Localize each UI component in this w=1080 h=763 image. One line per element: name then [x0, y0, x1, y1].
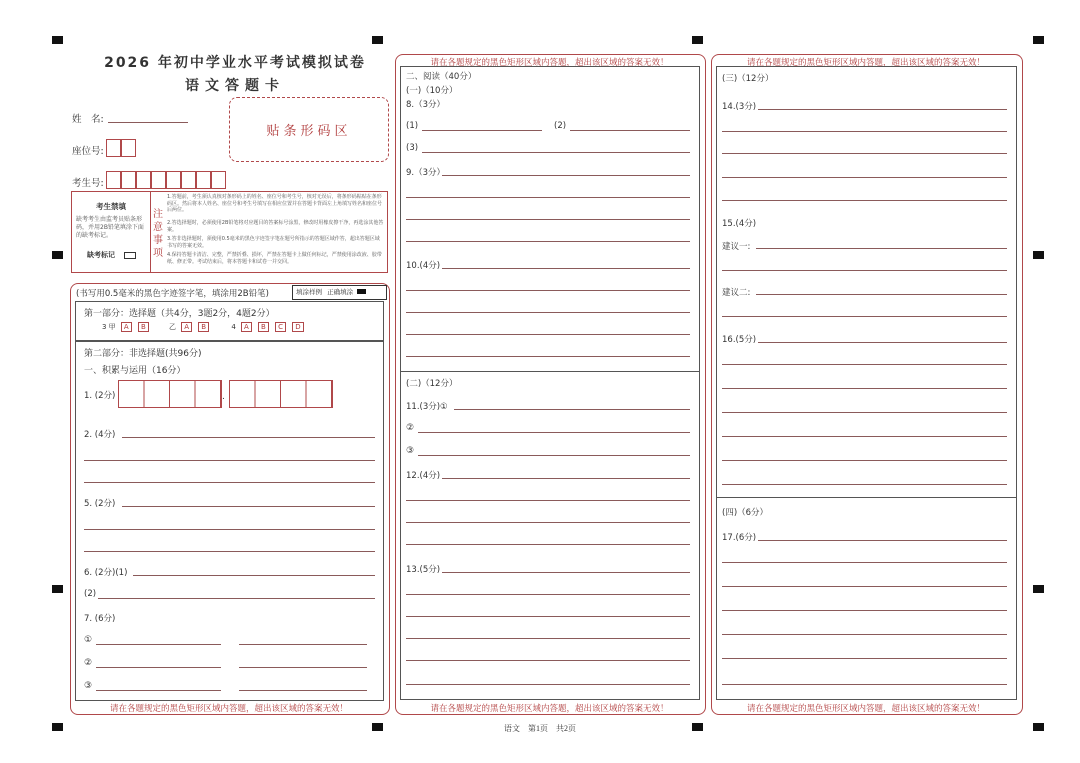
choice-bubble[interactable]: A — [121, 322, 132, 332]
sub2-title: (二)（12分） — [406, 379, 458, 389]
answer-line[interactable] — [722, 586, 1007, 587]
answer-line[interactable] — [84, 529, 375, 530]
choice-bubble[interactable]: A — [181, 322, 192, 332]
answer-line[interactable] — [758, 109, 1007, 110]
answer-line[interactable] — [442, 478, 690, 479]
choice-bubble[interactable]: B — [258, 322, 269, 332]
q8a-label: (1) — [406, 121, 419, 131]
answer-line[interactable] — [406, 219, 690, 220]
q6-label: 6. (2分)(1) — [84, 568, 128, 578]
top-warning: 请在各题规定的黑色矩形区域内答题，超出该区域的答案无效！ — [430, 58, 669, 68]
answer-line[interactable] — [406, 500, 690, 501]
answer-line[interactable] — [422, 152, 690, 153]
q3-b-label: 乙 — [169, 323, 176, 331]
q9-label: 9.（3分） — [406, 168, 446, 178]
answer-line[interactable] — [722, 153, 1007, 154]
answer-line[interactable] — [722, 177, 1007, 178]
q1-separator-dot: . — [222, 392, 225, 402]
exam-no-digit-box[interactable] — [106, 171, 121, 189]
answer-line[interactable] — [758, 540, 1007, 541]
answer-line[interactable] — [122, 506, 375, 507]
answer-line[interactable] — [133, 575, 375, 576]
answer-line[interactable] — [722, 364, 1007, 365]
answer-line[interactable] — [418, 455, 690, 456]
q11b-label: ② — [406, 423, 415, 433]
registration-mark — [372, 723, 383, 731]
instruction-text: (书写用0.5毫米的黑色字迹签字笔，填涂用2B铅笔) — [76, 289, 269, 299]
exam-no-digit-box[interactable] — [166, 171, 181, 189]
q2-label: 2. (4分) — [84, 430, 116, 440]
exam-no-digit-box[interactable] — [196, 171, 211, 189]
reading-box-2 — [400, 371, 700, 700]
answer-line[interactable] — [722, 658, 1007, 659]
choice-bubble[interactable]: C — [275, 322, 286, 332]
answer-line[interactable] — [722, 316, 1007, 317]
exam-no-digit-box[interactable] — [151, 171, 166, 189]
answer-line[interactable] — [406, 356, 690, 357]
answer-line[interactable] — [722, 200, 1007, 201]
registration-mark — [52, 723, 63, 731]
proctor-text: 缺考考生由监考员贴条形码，并用2B铅笔填涂下面的缺考标记。 — [76, 216, 144, 239]
answer-line[interactable] — [406, 241, 690, 242]
answer-line[interactable] — [418, 432, 690, 433]
q7-mark: ② — [84, 658, 93, 668]
bottom-warning: 请在各题规定的黑色矩形区域内答题，超出该区域的答案无效！ — [430, 704, 669, 714]
answer-line[interactable] — [406, 594, 690, 595]
answer-line[interactable] — [406, 290, 690, 291]
answer-line[interactable] — [442, 268, 690, 269]
notice-box — [150, 191, 388, 273]
q8c-label: (3) — [406, 143, 419, 153]
answer-line[interactable] — [722, 412, 1007, 413]
absent-mark-box[interactable] — [124, 252, 136, 259]
answer-line[interactable] — [84, 460, 375, 461]
exam-no-digit-box[interactable] — [121, 171, 136, 189]
sub4-title: (四)（6分） — [722, 508, 769, 518]
exam-no-digit-box[interactable] — [136, 171, 151, 189]
q12-label: 12.(4分) — [406, 471, 441, 481]
answer-line[interactable] — [722, 484, 1007, 485]
page-footer: 语文 第1页 共2页 — [504, 724, 576, 733]
section2-title: 二、阅读（40分） — [406, 72, 477, 82]
q5-label: 5. (2分) — [84, 499, 116, 509]
registration-mark — [692, 36, 703, 44]
sub3-title: (三)（12分） — [722, 74, 774, 84]
choice-row — [102, 322, 308, 332]
exam-no-digit-box[interactable] — [211, 171, 226, 189]
answer-line[interactable] — [722, 388, 1007, 389]
answer-line[interactable] — [122, 437, 375, 438]
answer-line[interactable] — [722, 131, 1007, 132]
registration-mark — [52, 585, 63, 593]
registration-mark — [372, 36, 383, 44]
answer-line[interactable] — [239, 690, 367, 691]
notice-item: 4.保持答题卡清洁、完整，严禁折叠、损坏，严禁在答题卡上做任何标记，严禁使用涂改液、胶带纸、修正带。考试结束后，将本答题卡和试卷一并交回。 — [167, 252, 382, 265]
answer-line[interactable] — [406, 660, 690, 661]
notice-title: 注意事项 — [153, 209, 163, 259]
registration-mark — [1033, 723, 1044, 731]
notice-item: 3.答非选择题时，须使用0.5毫米的黑色字迹签字笔在题号所指示的答题区域作答，超出答题区域书写的答案无效。 — [167, 236, 380, 249]
answer-line[interactable] — [722, 270, 1007, 271]
q7-label: 7. (6分) — [84, 614, 116, 624]
answer-line[interactable] — [96, 644, 221, 645]
answer-line[interactable] — [722, 634, 1007, 635]
answer-line[interactable] — [96, 690, 221, 691]
answer-line[interactable] — [406, 334, 690, 335]
top-warning: 请在各题规定的黑色矩形区域内答题，超出该区域的答案无效！ — [746, 58, 985, 68]
proctor-box — [71, 191, 151, 273]
answer-line[interactable] — [239, 667, 367, 668]
sample-label: 填涂样例 — [296, 288, 322, 296]
seat-digit-box[interactable] — [106, 139, 121, 157]
q1-label: 1. (2分) — [84, 391, 116, 401]
fill-sample — [292, 285, 387, 300]
part2-title: 第二部分：非选择题(共96分) — [84, 349, 202, 359]
barcode-area — [229, 97, 389, 162]
name-label: 姓 名: — [72, 114, 104, 125]
q13-label: 13.(5分) — [406, 565, 441, 575]
answer-line[interactable] — [756, 248, 1007, 249]
q1-char-grid[interactable] — [229, 380, 333, 408]
answer-line[interactable] — [758, 342, 1007, 343]
answer-line[interactable] — [756, 294, 1007, 295]
choice-bubble[interactable]: A — [241, 322, 252, 332]
answer-line[interactable] — [722, 436, 1007, 437]
answer-line[interactable] — [239, 644, 367, 645]
answer-line[interactable] — [406, 638, 690, 639]
answer-line[interactable] — [442, 572, 690, 573]
registration-mark — [1033, 585, 1044, 593]
answer-line[interactable] — [406, 544, 690, 545]
correct-fill-mark — [357, 289, 366, 294]
choice-bubble[interactable]: B — [138, 322, 149, 332]
proctor-title: 考生禁填 — [96, 202, 126, 211]
answer-line[interactable] — [98, 598, 375, 599]
choice-bubble[interactable]: D — [292, 322, 303, 332]
q10-label: 10.(4分) — [406, 261, 441, 271]
answer-line[interactable] — [406, 522, 690, 523]
registration-mark — [692, 723, 703, 731]
page-subtitle: 语文答题卡 — [185, 78, 285, 94]
q15b-label: 建议二: — [722, 288, 751, 298]
answer-line[interactable] — [84, 551, 375, 552]
seat-digit-box[interactable] — [121, 139, 136, 157]
sub1-title: (一)（10分） — [406, 86, 458, 96]
answer-line[interactable] — [406, 684, 690, 685]
q1-char-grid[interactable] — [118, 380, 222, 408]
section1-title: 一、积累与运用（16分） — [84, 366, 186, 376]
answer-line[interactable] — [722, 562, 1007, 563]
name-field[interactable] — [108, 122, 188, 123]
q17-label: 17.(6分) — [722, 533, 757, 543]
answer-line[interactable] — [442, 175, 690, 176]
answer-line[interactable] — [406, 197, 690, 198]
answer-line[interactable] — [722, 684, 1007, 685]
answer-line[interactable] — [722, 610, 1007, 611]
q7-mark: ① — [84, 635, 93, 645]
q8b-label: (2) — [554, 121, 567, 131]
exam-no-label: 考生号: — [72, 178, 104, 189]
answer-line[interactable] — [454, 409, 690, 410]
reading-box-4 — [716, 497, 1017, 700]
answer-line[interactable] — [84, 482, 375, 483]
q11c-label: ③ — [406, 446, 415, 456]
absent-label: 缺考标记 — [87, 251, 115, 259]
registration-mark — [1033, 36, 1044, 44]
page-title: 2026 年初中学业水平考试模拟试卷 — [104, 55, 366, 71]
q6b-label: (2) — [84, 589, 97, 599]
notice-item: 2.答选择题时，必须使用2B铅笔将对应题目的答案标号涂黑，修改时用橡皮擦干净，再选涂其他答案。 — [167, 220, 384, 233]
seat-label: 座位号: — [72, 146, 104, 157]
q8-label: 8.（3分） — [406, 100, 446, 110]
answer-line[interactable] — [96, 667, 221, 668]
choice-bubble[interactable]: B — [198, 322, 209, 332]
answer-line[interactable] — [722, 460, 1007, 461]
bottom-warning: 请在各题规定的黑色矩形区域内答题，超出该区域的答案无效！ — [746, 704, 985, 714]
q15-label: 15.(4分) — [722, 219, 757, 229]
q15a-label: 建议一: — [722, 242, 751, 252]
q16-label: 16.(5分) — [722, 335, 757, 345]
part1-title: 第一部分：选择题（共4分，3题2分，4题2分） — [84, 309, 275, 319]
q7-mark: ③ — [84, 681, 93, 691]
notice-item: 1.答题前，考生须认真核对条形码上的姓名、座位号和考生号，核对无误后，将条形码粘贴在条形码区。然后将本人姓名、座位号和考生号填写在相应位置并在答题卡背面左上角填写姓名和座位号后两位。 — [167, 194, 383, 213]
answer-line[interactable] — [570, 130, 690, 131]
barcode-label: 贴条形码区 — [266, 124, 352, 139]
answer-line[interactable] — [406, 312, 690, 313]
registration-mark — [1033, 251, 1044, 259]
bottom-warning: 请在各题规定的黑色矩形区域内答题，超出该区域的答案无效！ — [109, 704, 348, 714]
q14-label: 14.(3分) — [722, 102, 757, 112]
answer-line[interactable] — [422, 130, 542, 131]
q3-label: 3 甲 — [102, 323, 116, 331]
registration-mark — [52, 36, 63, 44]
correct-label: 正确填涂 — [327, 288, 354, 296]
registration-mark — [52, 251, 63, 259]
answer-line[interactable] — [406, 616, 690, 617]
q11-label: 11.(3分)① — [406, 402, 448, 412]
exam-no-digit-box[interactable] — [181, 171, 196, 189]
q4-label: 4 — [231, 323, 236, 331]
